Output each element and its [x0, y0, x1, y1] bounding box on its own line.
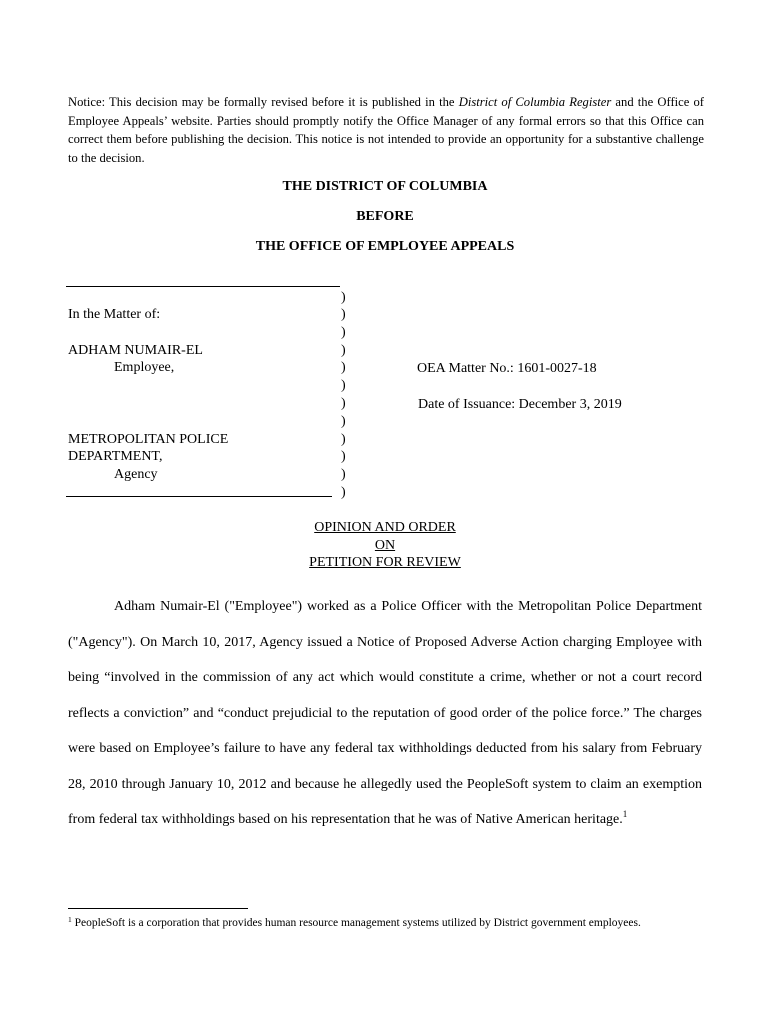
order-title-line-3: PETITION FOR REVIEW — [309, 555, 461, 570]
caption-paren: ) — [341, 449, 346, 464]
caption-bottom-rule — [66, 496, 332, 497]
caption-paren: ) — [341, 414, 346, 429]
notice-register-name: District of Columbia Register — [458, 95, 612, 109]
caption-agency-name-1: METROPOLITAN POLICE — [68, 432, 229, 447]
footnote — [68, 916, 708, 931]
caption-paren: ) — [341, 378, 346, 393]
heading-before: BEFORE — [356, 209, 414, 224]
caption-paren: ) — [341, 343, 346, 358]
notice-text-2: and the Office of Employee Appeals’ website. Parties should promptly notify the Office Manager of any formal errors so that this Office can correct them before publishing the decision. This notice is not intended to provide an opportunity for a substantive challenge to the decision. — [68, 95, 704, 165]
caption-employee-role: Employee, — [114, 360, 175, 375]
caption-agency-role: Agency — [114, 467, 158, 482]
caption-top-rule — [66, 286, 340, 287]
notice-text-1: Notice: This decision may be formally revised before it is published in the — [68, 95, 459, 109]
caption-paren: ) — [341, 485, 346, 500]
body-paragraph — [68, 589, 702, 838]
footnote-separator — [68, 908, 248, 909]
caption-paren: ) — [341, 396, 346, 411]
caption-paren: ) — [341, 325, 346, 340]
footnote-number: 1 — [68, 915, 72, 924]
order-title-line-2: ON — [374, 537, 396, 553]
footnote-text: PeopleSoft is a corporation that provides human resource management systems utilized by District government employees. — [71, 917, 641, 929]
caption-paren: ) — [341, 360, 346, 375]
date-of-issuance: Date of Issuance: December 3, 2019 — [418, 397, 622, 412]
caption-paren: ) — [341, 307, 346, 322]
body-paragraph-text: Adham Numair-El ("Employee") worked as a Police Officer with the Metropolitan Police Department ("Agency"). On March 10, 2017, Agency issued a Notice of Proposed Adverse Action charging Employee with being “involved in the commission of any act which would constitute a crime, whether or not a court record reflects a conviction” and “conduct prejudicial to the reputation of good order of the police force.” The charges were based on Employee’s failure to have any federal tax withholdings deducted from his salary from February 28, 2010 through January 10, 2012 and because he allegedly used the PeopleSoft system to claim an exemption from federal tax withholdings based on his representation that he was of Native American heritage. — [68, 599, 702, 827]
caption-paren: ) — [341, 467, 346, 482]
order-title-line-1: OPINION AND ORDER — [314, 520, 456, 535]
caption-paren: ) — [341, 432, 346, 447]
caption-agency-name-2: DEPARTMENT, — [68, 449, 163, 464]
heading-office: THE OFFICE OF EMPLOYEE APPEALS — [255, 239, 515, 254]
oea-matter-number: OEA Matter No.: 1601-0027-18 — [417, 361, 597, 376]
publication-notice — [68, 93, 704, 167]
caption-in-matter: In the Matter of: — [68, 307, 161, 322]
footnote-reference[interactable]: 1 — [622, 809, 628, 819]
caption-employee-name: ADHAM NUMAIR-EL — [68, 343, 203, 358]
heading-district: THE DISTRICT OF COLUMBIA — [282, 179, 488, 194]
order-title — [0, 519, 770, 572]
caption-paren: ) — [341, 290, 346, 305]
